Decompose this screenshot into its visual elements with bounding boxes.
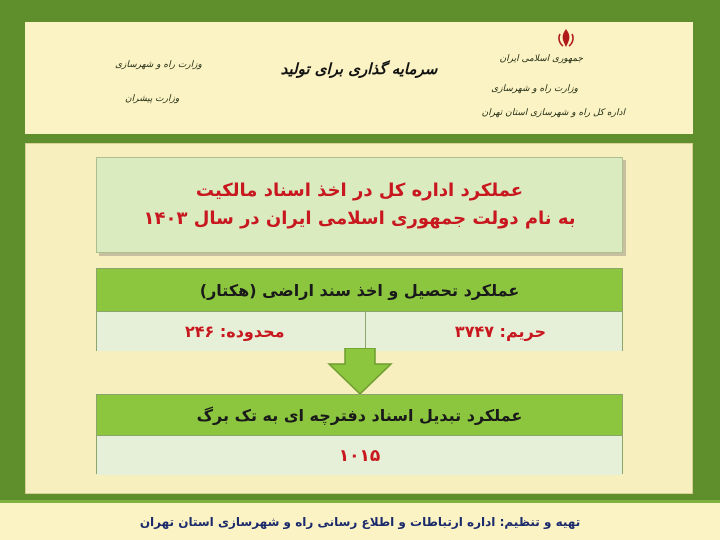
iran-emblem-icon <box>554 26 578 50</box>
buffer-zone-cell: حریم: ۳۷۴۷ <box>366 311 622 351</box>
header-country-name: جمهوری اسلامی ایران <box>499 54 583 64</box>
letterhead-banner <box>25 22 693 134</box>
land-acquisition-header: عملکرد تحصیل و اخذ سند اراضی (هکتار) <box>97 269 622 311</box>
header-department-name: اداره کل راه و شهرسازی استان تهران <box>481 108 625 118</box>
boundary-cell: محدوده: ۲۴۶ <box>97 311 366 351</box>
header-left-ministry: وزارت راه و شهرسازی <box>115 60 202 70</box>
header-ministry-name: وزارت راه و شهرسازی <box>491 84 578 94</box>
header-left-subtitle: وزارت پیشران <box>125 94 180 104</box>
down-arrow-icon <box>325 348 395 396</box>
document-conversion-table <box>96 394 623 474</box>
report-title-line-1: عملکرد اداره کل در اخذ اسناد مالکیت <box>195 180 524 201</box>
land-acquisition-table <box>96 268 623 351</box>
report-title-box <box>96 157 623 253</box>
table-row <box>97 311 622 351</box>
document-conversion-value: ۱۰۱۵ <box>97 435 622 475</box>
footer-credit: تهیه و تنظیم: اداره ارتباطات و اطلاع رسانی راه و شهرسازی استان تهران <box>0 500 720 540</box>
report-title-line-2: به نام دولت جمهوری اسلامی ایران در سال ۱۴۰۳ <box>143 208 576 229</box>
document-conversion-header: عملکرد تبدیل اسناد دفترچه ای به تک برگ <box>97 395 622 435</box>
header-slogan: سرمایه گذاری برای تولید <box>280 60 438 78</box>
